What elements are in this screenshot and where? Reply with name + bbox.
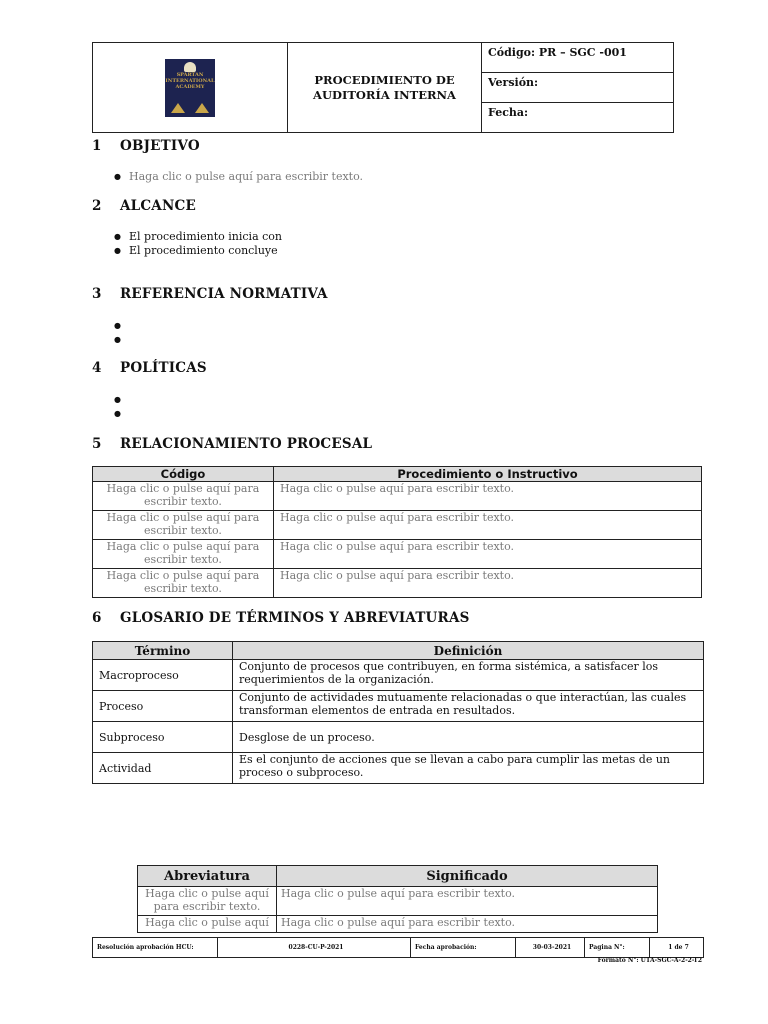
definicion-cell: Desglose de un proceso. <box>233 722 704 753</box>
table-row <box>93 691 704 722</box>
column-header-abreviatura: Abreviatura <box>138 866 277 887</box>
table-cell[interactable]: Haga clic o pulse aquí para escribir texto. <box>93 511 274 540</box>
resolucion-label: Resolución aprobación HCU: <box>93 938 218 958</box>
table-row <box>138 887 658 916</box>
termino-cell: Proceso <box>93 691 233 722</box>
termino-cell: Macroproceso <box>93 660 233 691</box>
codigo-field: Código: PR – SGC -001 <box>482 43 674 73</box>
academy-logo-icon: SPARTAN INTERNATIONAL ACADEMY <box>165 59 215 117</box>
document-header <box>92 42 674 133</box>
table-cell[interactable]: Haga clic o pulse aquí para escribir texto. <box>274 482 702 511</box>
column-header-termino: Término <box>93 642 233 660</box>
table-cell[interactable]: Haga clic o pulse aquí para escribir texto. <box>274 540 702 569</box>
document-footer <box>92 937 704 958</box>
title-line-2: AUDITORÍA INTERNA <box>313 87 456 102</box>
table-row <box>93 660 704 691</box>
table-row <box>93 569 702 598</box>
logo-cell <box>93 43 288 133</box>
termino-cell: Subproceso <box>93 722 233 753</box>
fecha-field: Fecha: <box>482 103 674 133</box>
table-cell[interactable]: Haga clic o pulse aquí para escribir texto. <box>93 540 274 569</box>
table-row <box>93 511 702 540</box>
column-header-codigo: Código <box>93 467 274 482</box>
fecha-aprobacion-label: Fecha aprobación: <box>411 938 516 958</box>
table-row <box>93 722 704 753</box>
formato-number: Formato N°: UTA-SGC-A-2-2-T2 <box>597 957 702 964</box>
section-5-heading: 5 RELACIONAMIENTO PROCESAL <box>92 436 373 452</box>
pagina-label: Pagina N°: <box>585 938 650 958</box>
table-cell[interactable]: Haga clic o pulse aquí <box>138 916 277 933</box>
section-4-heading: 4 POLÍTICAS <box>92 360 207 376</box>
section-1-heading: 1 OBJETIVO <box>92 138 200 154</box>
document-title <box>288 43 482 133</box>
column-header-significado: Significado <box>277 866 658 887</box>
table-cell[interactable]: Haga clic o pulse aquí para escribir texto. <box>277 916 658 933</box>
table-row <box>93 482 702 511</box>
column-header-definicion: Definición <box>233 642 704 660</box>
relacionamiento-table <box>92 466 702 598</box>
table-row <box>138 916 658 933</box>
fecha-aprobacion-value: 30-03-2021 <box>516 938 585 958</box>
resolucion-value: 0228-CU-P-2021 <box>218 938 411 958</box>
objetivo-bullet[interactable]: ● Haga clic o pulse aquí para escribir texto. <box>114 170 364 183</box>
version-field: Versión: <box>482 73 674 103</box>
column-header-procedimiento: Procedimiento o Instructivo <box>274 467 702 482</box>
politicas-bullet-1[interactable]: ● <box>114 395 121 404</box>
table-row <box>93 753 704 784</box>
glosario-table <box>92 641 704 784</box>
alcance-bullet-2[interactable]: ● El procedimiento concluye <box>114 244 278 257</box>
termino-cell: Actividad <box>93 753 233 784</box>
pagina-value: 1 de 7 <box>650 938 704 958</box>
section-6-heading: 6 GLOSARIO DE TÉRMINOS Y ABREVIATURAS <box>92 610 470 626</box>
abreviaturas-table <box>137 865 658 933</box>
section-3-heading: 3 REFERENCIA NORMATIVA <box>92 286 328 302</box>
referencia-bullet-1[interactable]: ● <box>114 321 121 330</box>
definicion-cell: Conjunto de actividades mutuamente relacionadas o que interactúan, las cuales transforman elementos de entrada en resultados. <box>233 691 704 722</box>
table-row <box>93 540 702 569</box>
title-line-1: PROCEDIMIENTO DE <box>314 72 455 87</box>
referencia-bullet-2[interactable]: ● <box>114 335 121 344</box>
table-cell[interactable]: Haga clic o pulse aquí para escribir texto. <box>93 569 274 598</box>
table-cell[interactable]: Haga clic o pulse aquí para escribir texto. <box>93 482 274 511</box>
table-cell[interactable]: Haga clic o pulse aquí para escribir texto. <box>138 887 277 916</box>
definicion-cell: Conjunto de procesos que contribuyen, en forma sistémica, a satisfacer los requerimientos de la organización. <box>233 660 704 691</box>
table-cell[interactable]: Haga clic o pulse aquí para escribir texto. <box>274 511 702 540</box>
alcance-bullet-1[interactable]: ● El procedimiento inicia con <box>114 230 283 243</box>
table-cell[interactable]: Haga clic o pulse aquí para escribir texto. <box>274 569 702 598</box>
table-cell[interactable]: Haga clic o pulse aquí para escribir texto. <box>277 887 658 916</box>
politicas-bullet-2[interactable]: ● <box>114 409 121 418</box>
section-2-heading: 2 ALCANCE <box>92 198 196 214</box>
definicion-cell: Es el conjunto de acciones que se llevan a cabo para cumplir las metas de un proceso o subproceso. <box>233 753 704 784</box>
